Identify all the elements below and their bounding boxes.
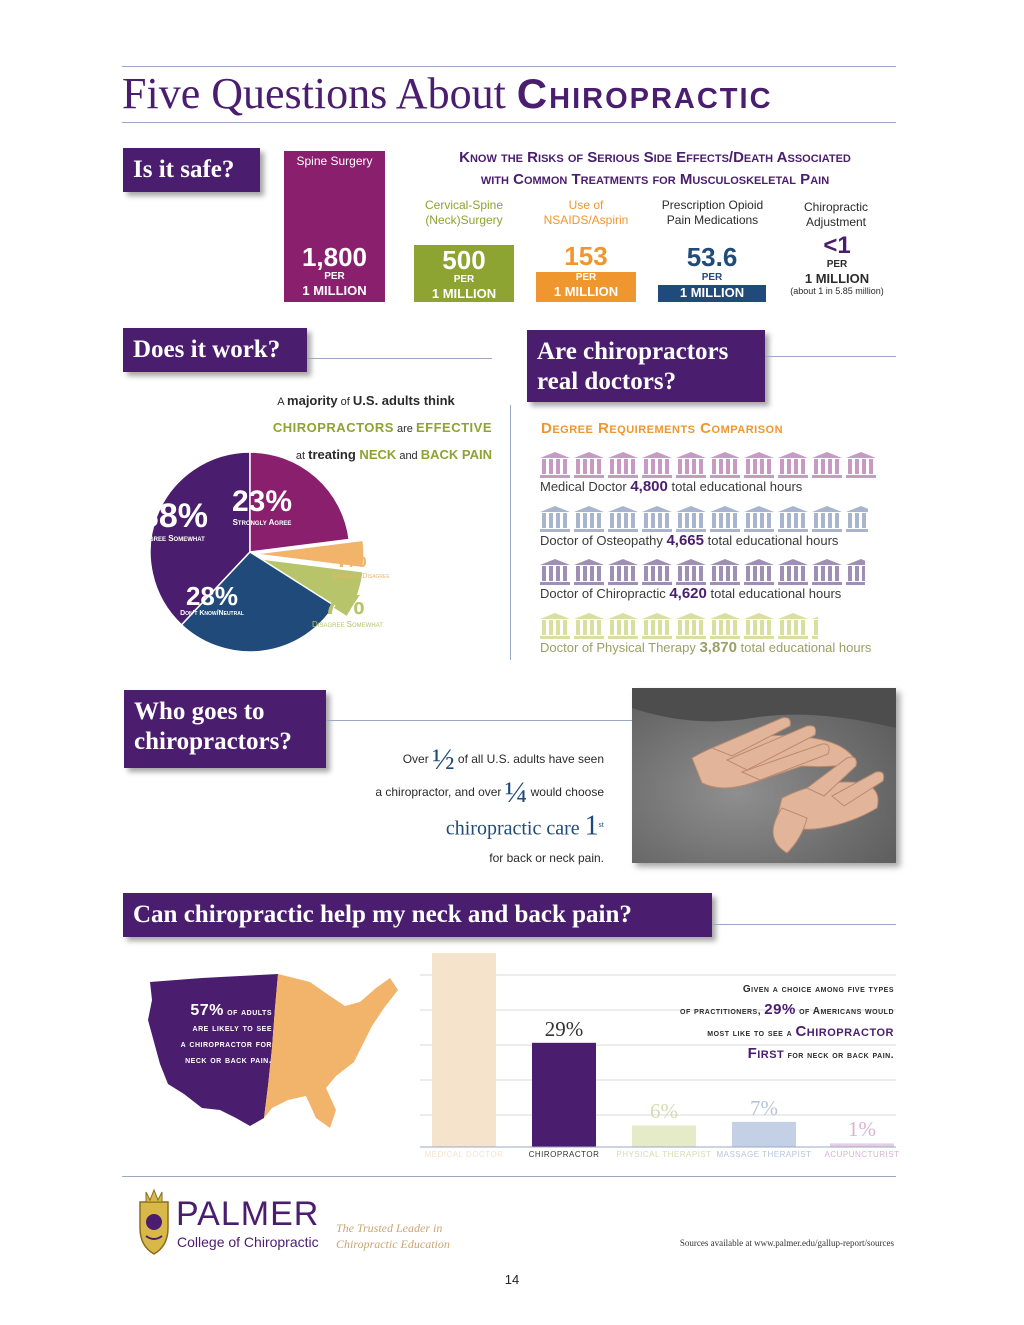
pie-text-agree-somewhat: Agree Somewhat	[143, 534, 205, 543]
risk-cervical-box	[414, 245, 514, 302]
who-quarter: ¼	[504, 775, 528, 809]
risk-opioid-label	[650, 198, 775, 228]
map-caption-line1-rest: of adults	[227, 1007, 272, 1018]
risk-cervical-label1: Cervical-Spine	[424, 198, 504, 212]
building-icon	[812, 559, 842, 585]
palmer-tagline-line1: The Trusted Leader in	[336, 1221, 443, 1235]
risk-heading-line1: Know the Risks of Serious Side Effects/Death Associated	[459, 149, 851, 166]
who-line4: for back or neck pain.	[489, 851, 604, 866]
palmer-brand: PALMER	[176, 1195, 320, 1233]
who-first: 1	[584, 810, 599, 842]
chiropractic-adjustment-photo	[632, 688, 896, 863]
who-line2-b: would choose	[530, 784, 604, 799]
building-icon	[778, 506, 808, 532]
map-caption-line2: are likely to see	[192, 1023, 272, 1034]
degree-hours: 3,870	[699, 639, 737, 656]
building-icon	[608, 506, 638, 532]
work-intro2-a: CHIROPRACTORS	[272, 420, 394, 435]
question-help-text: Can chiropractic help my neck and back pain?	[133, 901, 632, 928]
pie-pct-strongly-disagree: 4%	[332, 546, 367, 573]
choice2-c: of Americans would	[799, 1006, 894, 1017]
sources-text: Sources available at www.palmer.edu/gallup-report/sources	[679, 1238, 894, 1248]
pie-label-neutral	[162, 582, 262, 617]
work-intro3-e: BACK PAIN	[420, 447, 492, 462]
who-line1-a: Over	[402, 752, 429, 766]
risk-nsaids-box	[536, 272, 636, 302]
building-icon	[574, 559, 604, 585]
risk-opioid-box	[658, 285, 766, 302]
map-caption-line1	[150, 1003, 272, 1021]
question-who	[124, 690, 326, 768]
building-icon	[540, 506, 570, 532]
question-work	[123, 328, 307, 372]
doctors-divider	[510, 405, 511, 660]
building-icon	[812, 506, 842, 532]
bar-category-label: CHIROPRACTOR	[528, 1150, 600, 1159]
pie-text-disagree-somewhat: Disagree Somewhat	[312, 620, 383, 629]
risk-chiro-label	[786, 200, 886, 230]
building-icon	[540, 452, 570, 478]
bar-acupuncturist	[830, 1143, 894, 1147]
choice2-a: of practitioners,	[680, 1006, 761, 1017]
work-intro-line1	[200, 388, 492, 415]
risk-spine-per: PER	[324, 271, 345, 282]
question-help	[123, 893, 712, 937]
degree-name: Doctor of Chiropractic	[540, 586, 670, 601]
map-caption-line4: neck or back pain.	[185, 1055, 272, 1066]
building-icon	[676, 559, 706, 585]
building-icon	[608, 613, 638, 639]
risk-chiro-note: (about 1 in 5.85 million)	[790, 286, 884, 296]
pie-text-strongly-agree: Strongly Agree	[232, 518, 292, 527]
work-intro1-d: U.S. adults think	[352, 393, 455, 408]
bar-category-label: MASSAGE THERAPIST	[716, 1150, 812, 1159]
risk-chiro-label2: Adjustment	[805, 215, 867, 229]
bar-value-label: 54%	[444, 957, 484, 981]
work-intro1-a: A	[277, 396, 288, 408]
pie-label-disagree-somewhat	[312, 590, 412, 629]
bar-massage-therapist	[732, 1122, 796, 1147]
risk-cervical-per: PER	[453, 274, 475, 285]
degree-name: Doctor of Physical Therapy	[540, 640, 700, 655]
building-icon	[574, 452, 604, 478]
pie-pct-neutral: 28%	[185, 581, 239, 611]
risk-nsaids-label2: NSAIDS/Aspirin	[543, 213, 629, 227]
doctors-rule	[765, 356, 896, 357]
degree-name: Medical Doctor	[540, 479, 631, 494]
pie-label-strongly-disagree	[332, 547, 422, 580]
building-icon	[574, 613, 604, 639]
building-icon	[676, 452, 706, 478]
degree-name: Doctor of Osteopathy	[540, 533, 667, 548]
degree-label	[540, 478, 802, 495]
work-intro3-b: treating	[308, 447, 356, 462]
choice2-b: 29%	[764, 1001, 796, 1018]
bar-category-label: PHYSICAL THERAPIST	[616, 1150, 712, 1159]
pie-pct-strongly-agree: 23%	[231, 485, 293, 518]
question-doctors-line2: real doctors?	[537, 368, 677, 395]
risk-nsaids-label1: Use of	[568, 198, 604, 212]
question-doctors	[527, 330, 765, 402]
degree-hours: 4,665	[666, 532, 704, 549]
palmer-brand-sub: College of Chiropractic	[177, 1234, 319, 1250]
title-bottom-rule	[122, 122, 896, 123]
risk-cervical-label	[414, 198, 514, 228]
who-first-sup: st	[598, 819, 604, 829]
building-icon	[642, 506, 672, 532]
question-who-line1: Who goes to	[134, 698, 265, 725]
who-text	[330, 742, 604, 871]
who-line3	[330, 808, 604, 846]
risk-chiro-million: 1 MILLION	[804, 271, 870, 286]
risk-opioid-value: 53.6	[686, 242, 738, 272]
page-title	[122, 68, 773, 119]
building-icon	[574, 506, 604, 532]
map-caption	[150, 1003, 272, 1069]
work-intro1-b: majority	[287, 393, 338, 408]
bar-value-label: 6%	[650, 1099, 678, 1124]
degree-hours: 4,620	[669, 585, 707, 602]
building-icon	[778, 559, 808, 585]
map-caption-line3: a chiropractor for	[180, 1039, 272, 1050]
footer-rule	[122, 1176, 896, 1177]
risk-nsaids-million: 1 MILLION	[553, 284, 619, 299]
building-icon	[608, 452, 638, 478]
help-rule	[712, 924, 896, 925]
risk-opioid-million: 1 MILLION	[679, 285, 745, 300]
question-work-text: Does it work?	[133, 336, 281, 363]
choice-line1: Given a choice among five types	[742, 984, 894, 995]
bar-category-label: MEDICAL DOCTOR	[424, 1150, 504, 1159]
bar-value-label: 1%	[848, 1117, 876, 1142]
building-icon	[710, 559, 740, 585]
building-icon	[744, 452, 774, 478]
risk-spine-label: Spine Surgery	[296, 154, 373, 168]
risk-opioid-label2: Pain Medications	[666, 213, 759, 227]
pie-text-neutral: Don't Know/Neutral	[180, 610, 244, 617]
building-icon	[846, 506, 868, 532]
risk-heading-line2: with Common Treatments for Musculoskeletal Pain	[480, 171, 830, 188]
degree-icons-row	[540, 452, 876, 478]
work-intro3-c: NECK	[355, 447, 397, 462]
work-intro2-b: are	[393, 423, 416, 435]
who-rule	[326, 720, 632, 721]
palmer-tagline-line2: Chiropractic Education	[336, 1237, 450, 1251]
who-line2-a: a chiropractor, and over	[375, 784, 502, 799]
hands-illustration	[632, 688, 896, 863]
work-rule	[307, 358, 492, 359]
risk-cervical-label2: (Neck)Surgery	[425, 213, 503, 227]
degree-suffix: total educational hours	[667, 479, 803, 494]
pie-pct-disagree-somewhat: 7%	[324, 589, 365, 620]
pie-text-strongly-disagree: Strongly Disagree	[332, 573, 390, 580]
degree-suffix: total educational hours	[737, 640, 872, 655]
choice3-a: most like to see a	[707, 1028, 793, 1039]
risk-chiro-per: PER	[826, 259, 848, 270]
degree-label	[540, 639, 871, 656]
degree-icons-row	[540, 506, 868, 532]
palmer-tagline	[336, 1220, 450, 1252]
question-who-line2: chiropractors?	[134, 728, 292, 755]
bar-value-label: 29%	[544, 1016, 584, 1041]
building-icon	[642, 613, 672, 639]
choice4-b: for neck or back pain.	[787, 1050, 894, 1061]
risk-opioid-label1: Prescription Opioid	[661, 198, 764, 212]
risk-opioid-per: PER	[701, 272, 723, 283]
building-icon	[710, 613, 740, 639]
degree-icons-row	[540, 613, 818, 639]
risk-chiro-box	[776, 233, 898, 296]
risk-nsaids-per: PER	[575, 272, 597, 283]
building-icon	[540, 613, 570, 639]
who-half: ½	[432, 742, 455, 776]
building-icon	[710, 506, 740, 532]
bar-physical-therapist	[632, 1125, 696, 1147]
who-line1-b: of all U.S. adults have seen	[457, 752, 604, 766]
building-icon	[846, 452, 876, 478]
choice-line3	[600, 1022, 894, 1044]
risk-cervical-million: 1 MILLION	[431, 286, 497, 301]
choice4-a: First	[747, 1045, 785, 1062]
bar-value-label: 7%	[750, 1095, 778, 1120]
risk-spine-box	[284, 151, 385, 302]
degree-heading: Degree Requirements Comparison	[541, 420, 784, 437]
who-line1	[330, 742, 604, 777]
building-icon	[676, 506, 706, 532]
risk-spine-value: 1,800	[301, 242, 368, 272]
page-title-emph: Chiropractic	[516, 70, 773, 117]
building-icon	[812, 613, 818, 639]
bar-medical-doctor	[432, 953, 496, 1147]
map-caption-pct: 57%	[190, 1002, 224, 1019]
building-icon	[812, 452, 842, 478]
degree-suffix: total educational hours	[704, 533, 839, 548]
pie-label-agree-somewhat	[128, 498, 220, 543]
building-icon	[778, 452, 808, 478]
building-icon	[744, 506, 774, 532]
pie-pct-agree-somewhat: 38%	[139, 497, 209, 535]
risk-chiro-value: <1	[823, 232, 851, 259]
risk-cervical-value: 500	[442, 245, 486, 275]
pie-label-strongly-agree	[222, 486, 302, 527]
building-icon	[642, 559, 672, 585]
building-icon	[540, 559, 570, 585]
palmer-crest-logo	[134, 1188, 174, 1256]
question-doctors-line1: Are chiropractors	[537, 338, 729, 365]
building-icon	[710, 452, 740, 478]
work-intro2-c: EFFECTIVE	[415, 420, 492, 435]
risk-nsaids-label	[536, 198, 636, 228]
risk-spine-million: 1 MILLION	[302, 283, 367, 298]
work-intro3-d: and	[396, 450, 421, 462]
degree-icons-row	[540, 559, 865, 585]
work-intro-line2	[200, 415, 492, 442]
degree-label	[540, 585, 841, 602]
work-intro1-c: of	[337, 396, 353, 408]
risk-heading	[414, 147, 896, 191]
bar-chiropractor	[532, 1043, 596, 1147]
choice3-b: Chiropractor	[795, 1023, 894, 1040]
risk-chiro-label1: Chiropractic	[803, 200, 869, 214]
question-safe-text: Is it safe?	[133, 156, 235, 183]
who-line3-text: chiropractic care	[445, 817, 580, 840]
page-number: 14	[504, 1272, 520, 1287]
degree-suffix: total educational hours	[706, 586, 842, 601]
building-icon	[778, 613, 808, 639]
work-intro3-a: at	[295, 450, 309, 462]
building-icon	[744, 613, 774, 639]
page-title-prefix: Five Questions About	[122, 69, 517, 118]
choice-line4	[600, 1044, 894, 1066]
who-line2	[330, 777, 604, 808]
building-icon	[608, 559, 638, 585]
risk-nsaids-value: 153	[564, 241, 608, 271]
building-icon	[642, 452, 672, 478]
building-icon	[676, 613, 706, 639]
choice-text	[600, 980, 894, 1066]
building-icon	[846, 559, 865, 585]
degree-label	[540, 532, 838, 549]
question-safe	[123, 148, 260, 192]
choice-line2	[600, 1000, 894, 1022]
degree-hours: 4,800	[630, 478, 668, 495]
bar-category-label: ACUPUNCTURIST	[824, 1150, 900, 1159]
building-icon	[744, 559, 774, 585]
title-top-rule	[122, 66, 896, 67]
